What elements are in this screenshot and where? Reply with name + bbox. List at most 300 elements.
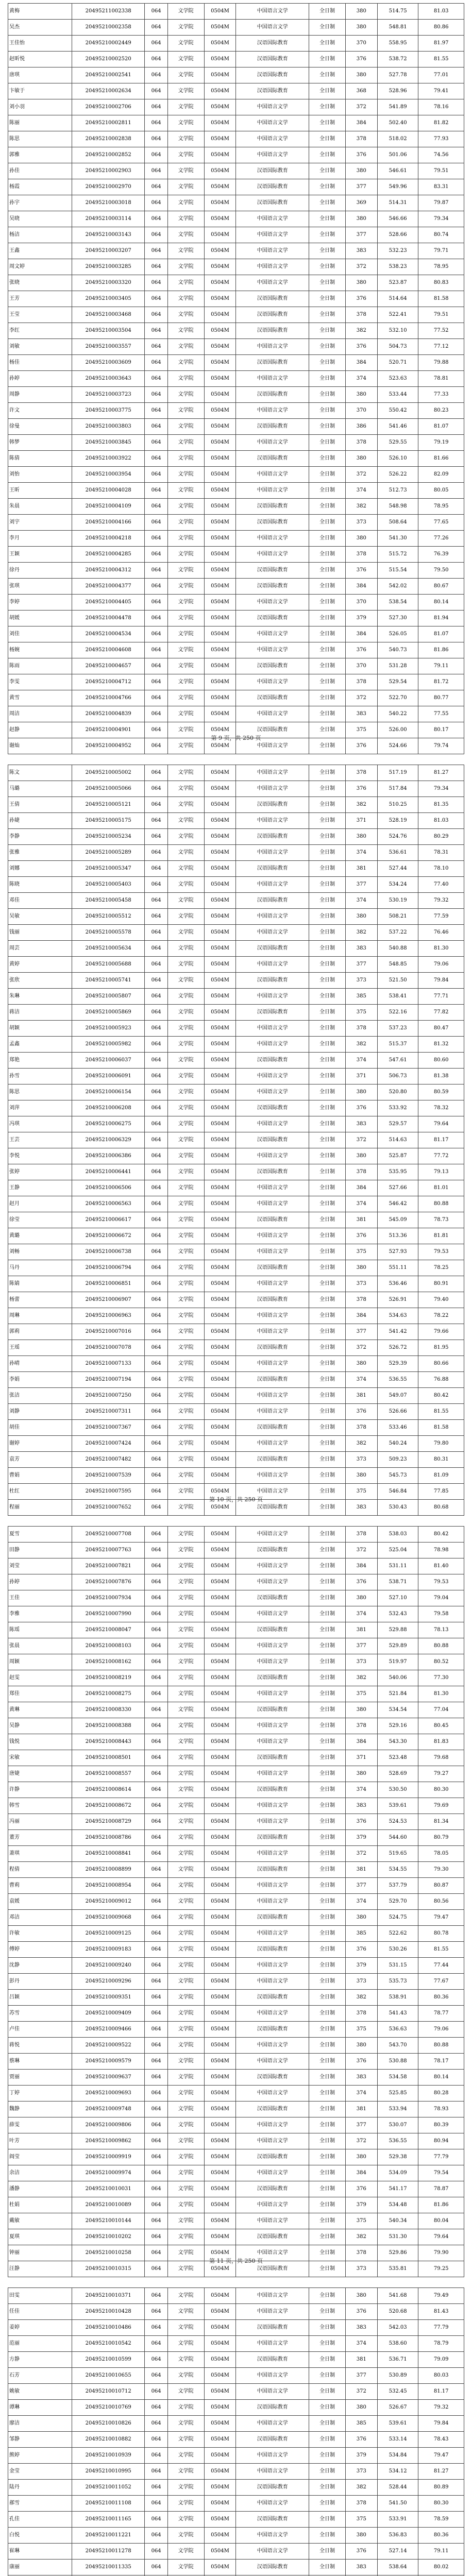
cell-major: 汉语国际教育 xyxy=(236,1053,309,1069)
cell-dept: 文学院 xyxy=(167,2400,204,2416)
cell-prelim-score: 382 xyxy=(345,1037,377,1053)
cell-exam-id: 20495210008954 xyxy=(72,1878,145,1894)
cell-name: 李静 xyxy=(8,829,72,845)
cell-name: 邓佳 xyxy=(8,893,72,909)
cell-total-score: 536.46 xyxy=(377,1276,418,1292)
cell-study-mode: 全日制 xyxy=(309,1670,346,1686)
cell-prelim-score: 378 xyxy=(345,131,377,147)
cell-name: 王佳怡 xyxy=(8,36,72,52)
cell-name: 赵昕悦 xyxy=(8,52,72,67)
cell-study-mode: 全日制 xyxy=(309,2213,346,2229)
cell-study-mode: 全日制 xyxy=(309,1702,346,1718)
cell-total-score: 526.66 xyxy=(377,1404,418,1420)
cell-major-code: 0504M xyxy=(204,2261,236,2277)
cell-major: 中国语言文学 xyxy=(236,2448,309,2464)
cell-name: 黄婷 xyxy=(8,957,72,973)
table-row xyxy=(8,1766,464,1782)
cell-total-score: 534.84 xyxy=(377,2448,418,2464)
cell-dept-code: 064 xyxy=(145,2432,167,2448)
document-page xyxy=(0,2284,472,2576)
cell-dept: 文学院 xyxy=(167,1638,204,1654)
table-row xyxy=(8,1340,464,1356)
cell-dept: 文学院 xyxy=(167,2213,204,2229)
cell-name: 黄琳 xyxy=(8,1702,72,1718)
cell-name: 康丽 xyxy=(8,2560,72,2575)
table-row xyxy=(8,1037,464,1053)
cell-final-score: 77.40 xyxy=(418,877,464,893)
cell-study-mode: 全日制 xyxy=(309,163,346,179)
cell-prelim-score: 377 xyxy=(345,1324,377,1340)
cell-dept: 文学院 xyxy=(167,563,204,579)
cell-total-score: 537.22 xyxy=(377,925,418,941)
cell-study-mode: 全日制 xyxy=(309,2086,346,2102)
cell-major-code: 0504M xyxy=(204,1527,236,1543)
cell-dept: 文学院 xyxy=(167,355,204,371)
cell-final-score: 81.66 xyxy=(418,451,464,467)
cell-major-code: 0504M xyxy=(204,1116,236,1132)
table-row xyxy=(8,1053,464,1069)
cell-study-mode: 全日制 xyxy=(309,813,346,829)
cell-major-code: 0504M xyxy=(204,67,236,83)
cell-total-score: 530.19 xyxy=(377,893,418,909)
cell-total-score: 530.89 xyxy=(377,2368,418,2384)
cell-prelim-score: 379 xyxy=(345,1958,377,1974)
cell-total-score: 514.75 xyxy=(377,4,418,20)
cell-study-mode: 全日制 xyxy=(309,973,346,989)
cell-major-code: 0504M xyxy=(204,131,236,147)
cell-prelim-score: 373 xyxy=(345,1974,377,1990)
cell-major: 汉语国际教育 xyxy=(236,1340,309,1356)
cell-major-code: 0504M xyxy=(204,1990,236,2006)
cell-exam-id: 20495210008047 xyxy=(72,1622,145,1638)
cell-study-mode: 全日制 xyxy=(309,1005,346,1021)
table-row xyxy=(8,2181,464,2197)
cell-exam-id: 20495210009068 xyxy=(72,1910,145,1926)
cell-study-mode: 全日制 xyxy=(309,2336,346,2352)
cell-dept: 文学院 xyxy=(167,419,204,435)
cell-name: 李娟 xyxy=(8,1372,72,1388)
cell-exam-id: 20495210006563 xyxy=(72,1196,145,1212)
cell-study-mode: 全日制 xyxy=(309,259,346,275)
cell-major: 汉语国际教育 xyxy=(236,451,309,467)
cell-study-mode: 全日制 xyxy=(309,1766,346,1782)
cell-dept: 文学院 xyxy=(167,1132,204,1148)
cell-dept: 文学院 xyxy=(167,1926,204,1942)
cell-major-code: 0504M xyxy=(204,1606,236,1622)
cell-study-mode: 全日制 xyxy=(309,195,346,211)
cell-name: 孙婷 xyxy=(8,371,72,387)
cell-major: 中国语言文学 xyxy=(236,1798,309,1814)
cell-prelim-score: 372 xyxy=(345,467,377,483)
cell-name: 陆丹 xyxy=(8,2480,72,2496)
cell-total-score: 529.55 xyxy=(377,435,418,451)
cell-exam-id: 20495210004405 xyxy=(72,595,145,611)
cell-dept: 文学院 xyxy=(167,642,204,658)
cell-name: 吴晓 xyxy=(8,211,72,227)
table-row xyxy=(8,1990,464,2006)
cell-name: 董芳 xyxy=(8,1830,72,1846)
cell-dept: 文学院 xyxy=(167,1244,204,1260)
cell-name: 金莹 xyxy=(8,2464,72,2480)
table-row xyxy=(8,435,464,451)
cell-dept-code: 064 xyxy=(145,387,167,403)
cell-exam-id: 20495210005121 xyxy=(72,797,145,813)
cell-major: 汉语国际教育 xyxy=(236,1005,309,1021)
cell-dept-code: 064 xyxy=(145,52,167,67)
cell-dept-code: 064 xyxy=(145,1500,167,1516)
table-row xyxy=(8,1654,464,1670)
cell-dept: 文学院 xyxy=(167,2528,204,2544)
cell-exam-id: 20495210010542 xyxy=(72,2336,145,2352)
cell-dept: 文学院 xyxy=(167,1180,204,1196)
cell-major: 汉语国际教育 xyxy=(236,291,309,307)
cell-name: 袁芳 xyxy=(8,1452,72,1468)
cell-exam-id: 20495210004109 xyxy=(72,499,145,515)
cell-dept-code: 064 xyxy=(145,2512,167,2528)
cell-prelim-score: 382 xyxy=(345,1990,377,2006)
cell-prelim-score: 368 xyxy=(345,83,377,99)
cell-major-code: 0504M xyxy=(204,2544,236,2560)
cell-name: 刘莹 xyxy=(8,1558,72,1574)
cell-total-score: 529.39 xyxy=(377,1356,418,1372)
cell-major-code: 0504M xyxy=(204,2070,236,2086)
cell-name: 黄雪 xyxy=(8,690,72,706)
table-row xyxy=(8,1116,464,1132)
cell-major-code: 0504M xyxy=(204,1404,236,1420)
cell-major: 中国语言文学 xyxy=(236,1116,309,1132)
cell-dept-code: 064 xyxy=(145,547,167,563)
cell-exam-id: 20495210007708 xyxy=(72,1527,145,1543)
cell-total-score: 539.61 xyxy=(377,2416,418,2432)
table-row xyxy=(8,2464,464,2480)
cell-major: 中国语言文学 xyxy=(236,1558,309,1574)
cell-total-score: 521.84 xyxy=(377,1686,418,1702)
cell-name: 戴敏 xyxy=(8,2213,72,2229)
cell-major-code: 0504M xyxy=(204,957,236,973)
cell-final-score: 78.95 xyxy=(418,499,464,515)
cell-prelim-score: 376 xyxy=(345,781,377,797)
table-row xyxy=(8,2086,464,2102)
cell-exam-id: 20495210010428 xyxy=(72,2304,145,2320)
cell-dept-code: 064 xyxy=(145,2368,167,2384)
cell-total-score: 528.69 xyxy=(377,1766,418,1782)
cell-total-score: 529.16 xyxy=(377,1718,418,1734)
cell-study-mode: 全日制 xyxy=(309,291,346,307)
cell-exam-id: 20495210007595 xyxy=(72,1484,145,1500)
cell-exam-id: 20495210010315 xyxy=(72,2261,145,2277)
cell-major-code: 0504M xyxy=(204,147,236,163)
cell-study-mode: 全日制 xyxy=(309,20,346,36)
cell-prelim-score: 383 xyxy=(345,2320,377,2336)
cell-dept-code: 064 xyxy=(145,2006,167,2022)
cell-exam-id: 20495210010371 xyxy=(72,2288,145,2304)
cell-prelim-score: 377 xyxy=(345,2368,377,2384)
cell-name: 余洁 xyxy=(8,2165,72,2181)
cell-dept-code: 064 xyxy=(145,2229,167,2245)
cell-dept: 文学院 xyxy=(167,658,204,674)
cell-prelim-score: 375 xyxy=(345,1244,377,1260)
cell-major: 中国语言文学 xyxy=(236,435,309,451)
cell-major-code: 0504M xyxy=(204,765,236,781)
cell-major-code: 0504M xyxy=(204,2384,236,2400)
cell-dept-code: 064 xyxy=(145,1084,167,1100)
cell-study-mode: 全日制 xyxy=(309,403,346,419)
cell-prelim-score: 370 xyxy=(345,403,377,419)
table-row xyxy=(8,2149,464,2165)
cell-name: 杜红 xyxy=(8,1484,72,1500)
table-row xyxy=(8,371,464,387)
cell-major: 中国语言文学 xyxy=(236,2006,309,2022)
cell-exam-id: 20495210002706 xyxy=(72,99,145,115)
cell-exam-id: 20495210002520 xyxy=(72,52,145,67)
cell-dept: 文学院 xyxy=(167,1590,204,1606)
cell-prelim-score: 378 xyxy=(345,2496,377,2512)
cell-dept-code: 064 xyxy=(145,2480,167,2496)
cell-exam-id: 20495210003143 xyxy=(72,227,145,243)
cell-dept-code: 064 xyxy=(145,1164,167,1180)
cell-dept: 文学院 xyxy=(167,147,204,163)
cell-total-score: 536.61 xyxy=(377,845,418,861)
cell-major-code: 0504M xyxy=(204,1798,236,1814)
cell-major: 中国语言文学 xyxy=(236,738,309,754)
cell-total-score: 527.30 xyxy=(377,611,418,626)
cell-study-mode: 全日制 xyxy=(309,1543,346,1558)
cell-prelim-score: 373 xyxy=(345,973,377,989)
cell-dept-code: 064 xyxy=(145,131,167,147)
cell-major: 汉语国际教育 xyxy=(236,1132,309,1148)
cell-prelim-score: 380 xyxy=(345,2288,377,2304)
cell-name: 陈瑶 xyxy=(8,1622,72,1638)
cell-major: 汉语国际教育 xyxy=(236,1543,309,1558)
cell-final-score: 77.93 xyxy=(418,131,464,147)
cell-dept: 文学院 xyxy=(167,1468,204,1484)
cell-name: 刘小羽 xyxy=(8,99,72,115)
cell-final-score: 79.54 xyxy=(418,2165,464,2181)
cell-dept-code: 064 xyxy=(145,2070,167,2086)
cell-final-score: 81.82 xyxy=(418,115,464,131)
cell-total-score: 518.02 xyxy=(377,131,418,147)
cell-major: 中国语言文学 xyxy=(236,99,309,115)
cell-prelim-score: 374 xyxy=(345,1782,377,1798)
cell-final-score: 79.84 xyxy=(418,973,464,989)
cell-major-code: 0504M xyxy=(204,2022,236,2038)
cell-exam-id: 20495210009125 xyxy=(72,1926,145,1942)
cell-name: 周静 xyxy=(8,387,72,403)
cell-dept-code: 064 xyxy=(145,579,167,595)
cell-prelim-score: 376 xyxy=(345,1942,377,1958)
cell-dept: 文学院 xyxy=(167,1814,204,1830)
cell-prelim-score: 374 xyxy=(345,1053,377,1069)
cell-major-code: 0504M xyxy=(204,243,236,259)
cell-exam-id: 20495210007482 xyxy=(72,1452,145,1468)
cell-exam-id: 20495210004312 xyxy=(72,563,145,579)
table-row xyxy=(8,1420,464,1436)
cell-total-score: 529.57 xyxy=(377,1116,418,1132)
cell-prelim-score: 378 xyxy=(345,435,377,451)
cell-major: 中国语言文学 xyxy=(236,1484,309,1500)
cell-total-score: 538.91 xyxy=(377,1990,418,2006)
cell-major: 中国语言文学 xyxy=(236,547,309,563)
table-row xyxy=(8,339,464,355)
cell-exam-id: 20495210005347 xyxy=(72,861,145,877)
cell-dept-code: 064 xyxy=(145,2181,167,2197)
cell-prelim-score: 373 xyxy=(345,1276,377,1292)
cell-major-code: 0504M xyxy=(204,1212,236,1228)
cell-major: 中国语言文学 xyxy=(236,1527,309,1543)
cell-study-mode: 全日制 xyxy=(309,1452,346,1468)
cell-final-score: 81.86 xyxy=(418,2197,464,2213)
table-row xyxy=(8,1132,464,1148)
cell-name: 钟丽 xyxy=(8,2245,72,2261)
cell-total-score: 522.70 xyxy=(377,690,418,706)
cell-study-mode: 全日制 xyxy=(309,706,346,722)
cell-dept: 文学院 xyxy=(167,291,204,307)
cell-major: 汉语国际教育 xyxy=(236,83,309,99)
cell-name: 陈晓 xyxy=(8,877,72,893)
cell-major-code: 0504M xyxy=(204,2149,236,2165)
cell-major-code: 0504M xyxy=(204,1766,236,1782)
cell-exam-id: 20495210009579 xyxy=(72,2054,145,2070)
cell-total-score: 520.71 xyxy=(377,355,418,371)
table-row xyxy=(8,877,464,893)
cell-exam-id: 20495210005807 xyxy=(72,989,145,1005)
cell-exam-id: 20495210003320 xyxy=(72,275,145,291)
cell-exam-id: 20495210003609 xyxy=(72,355,145,371)
table-row xyxy=(8,4,464,20)
cell-dept: 文学院 xyxy=(167,1037,204,1053)
cell-prelim-score: 372 xyxy=(345,1132,377,1148)
cell-major-code: 0504M xyxy=(204,195,236,211)
cell-major: 中国语言文学 xyxy=(236,2117,309,2133)
cell-major: 汉语国际教育 xyxy=(236,2102,309,2117)
cell-major-code: 0504M xyxy=(204,1468,236,1484)
cell-name: 贾丽 xyxy=(8,2070,72,2086)
cell-dept-code: 064 xyxy=(145,179,167,195)
cell-major: 中国语言文学 xyxy=(236,813,309,829)
cell-study-mode: 全日制 xyxy=(309,52,346,67)
cell-major-code: 0504M xyxy=(204,4,236,20)
cell-major-code: 0504M xyxy=(204,291,236,307)
cell-total-score: 522.41 xyxy=(377,307,418,323)
cell-major: 汉语国际教育 xyxy=(236,52,309,67)
cell-prelim-score: 377 xyxy=(345,2117,377,2133)
table-row xyxy=(8,2496,464,2512)
cell-study-mode: 全日制 xyxy=(309,2102,346,2117)
cell-dept-code: 064 xyxy=(145,1574,167,1590)
cell-prelim-score: 382 xyxy=(345,499,377,515)
cell-study-mode: 全日制 xyxy=(309,941,346,957)
cell-prelim-score: 377 xyxy=(345,179,377,195)
cell-name: 李月 xyxy=(8,531,72,547)
cell-exam-id: 20495210008501 xyxy=(72,1750,145,1766)
cell-major: 中国语言文学 xyxy=(236,2213,309,2229)
cell-name: 程丽 xyxy=(8,1500,72,1516)
cell-dept: 文学院 xyxy=(167,2320,204,2336)
cell-prelim-score: 383 xyxy=(345,941,377,957)
cell-total-score: 509.23 xyxy=(377,1452,418,1468)
cell-dept: 文学院 xyxy=(167,738,204,754)
cell-final-score: 79.66 xyxy=(418,1324,464,1340)
cell-final-score: 81.30 xyxy=(418,941,464,957)
table-row xyxy=(8,2480,464,2496)
cell-total-score: 527.78 xyxy=(377,67,418,83)
cell-final-score: 79.06 xyxy=(418,2022,464,2038)
cell-total-score: 539.61 xyxy=(377,1798,418,1814)
cell-exam-id: 20495210003723 xyxy=(72,387,145,403)
cell-exam-id: 20495210004839 xyxy=(72,706,145,722)
cell-major: 中国语言文学 xyxy=(236,1654,309,1670)
cell-major: 中国语言文学 xyxy=(236,2086,309,2102)
cell-major: 中国语言文学 xyxy=(236,845,309,861)
cell-dept-code: 064 xyxy=(145,1212,167,1228)
cell-final-score: 77.33 xyxy=(418,387,464,403)
cell-total-score: 534.54 xyxy=(377,1702,418,1718)
cell-dept-code: 064 xyxy=(145,2304,167,2320)
cell-prelim-score: 375 xyxy=(345,2213,377,2229)
cell-study-mode: 全日制 xyxy=(309,738,346,754)
cell-name: 许静 xyxy=(8,1782,72,1798)
cell-name: 曹娟 xyxy=(8,1468,72,1484)
cell-dept-code: 064 xyxy=(145,1053,167,1069)
cell-dept: 文学院 xyxy=(167,1292,204,1308)
cell-major: 汉语国际教育 xyxy=(236,499,309,515)
cell-major-code: 0504M xyxy=(204,1340,236,1356)
cell-study-mode: 全日制 xyxy=(309,690,346,706)
cell-name: 沈静 xyxy=(8,1958,72,1974)
cell-exam-id: 20495210004952 xyxy=(72,738,145,754)
cell-name: 周文婷 xyxy=(8,259,72,275)
cell-prelim-score: 378 xyxy=(345,1420,377,1436)
cell-final-score: 79.34 xyxy=(418,781,464,797)
cell-dept: 文学院 xyxy=(167,2022,204,2038)
cell-dept: 文学院 xyxy=(167,2432,204,2448)
cell-name: 王瑶 xyxy=(8,1340,72,1356)
cell-exam-id: 20495210007367 xyxy=(72,1420,145,1436)
cell-major-code: 0504M xyxy=(204,547,236,563)
table-row xyxy=(8,2448,464,2464)
cell-dept: 文学院 xyxy=(167,2336,204,2352)
cell-major-code: 0504M xyxy=(204,275,236,291)
cell-final-score: 80.31 xyxy=(418,1452,464,1468)
cell-prelim-score: 376 xyxy=(345,2304,377,2320)
cell-name: 徐莹 xyxy=(8,1212,72,1228)
cell-final-score: 80.05 xyxy=(418,483,464,499)
cell-exam-id: 20495210006506 xyxy=(72,1180,145,1196)
cell-study-mode: 全日制 xyxy=(309,1212,346,1228)
cell-name: 刘敏 xyxy=(8,339,72,355)
cell-major: 中国语言文学 xyxy=(236,2133,309,2149)
cell-dept: 文学院 xyxy=(167,1100,204,1116)
cell-study-mode: 全日制 xyxy=(309,611,346,626)
cell-major: 汉语国际教育 xyxy=(236,1164,309,1180)
cell-dept: 文学院 xyxy=(167,813,204,829)
cell-total-score: 528.66 xyxy=(377,227,418,243)
cell-total-score: 529.89 xyxy=(377,1638,418,1654)
cell-name: 韩雪 xyxy=(8,1798,72,1814)
cell-final-score: 80.91 xyxy=(418,1276,464,1292)
cell-total-score: 540.88 xyxy=(377,941,418,957)
cell-exam-id: 20495210003803 xyxy=(72,419,145,435)
cell-dept-code: 064 xyxy=(145,99,167,115)
cell-major-code: 0504M xyxy=(204,1132,236,1148)
cell-major-code: 0504M xyxy=(204,1084,236,1100)
cell-final-score: 77.72 xyxy=(418,1148,464,1164)
cell-major: 汉语国际教育 xyxy=(236,829,309,845)
cell-total-score: 548.98 xyxy=(377,499,418,515)
cell-dept: 文学院 xyxy=(167,893,204,909)
cell-major: 汉语国际教育 xyxy=(236,1292,309,1308)
cell-dept-code: 064 xyxy=(145,781,167,797)
